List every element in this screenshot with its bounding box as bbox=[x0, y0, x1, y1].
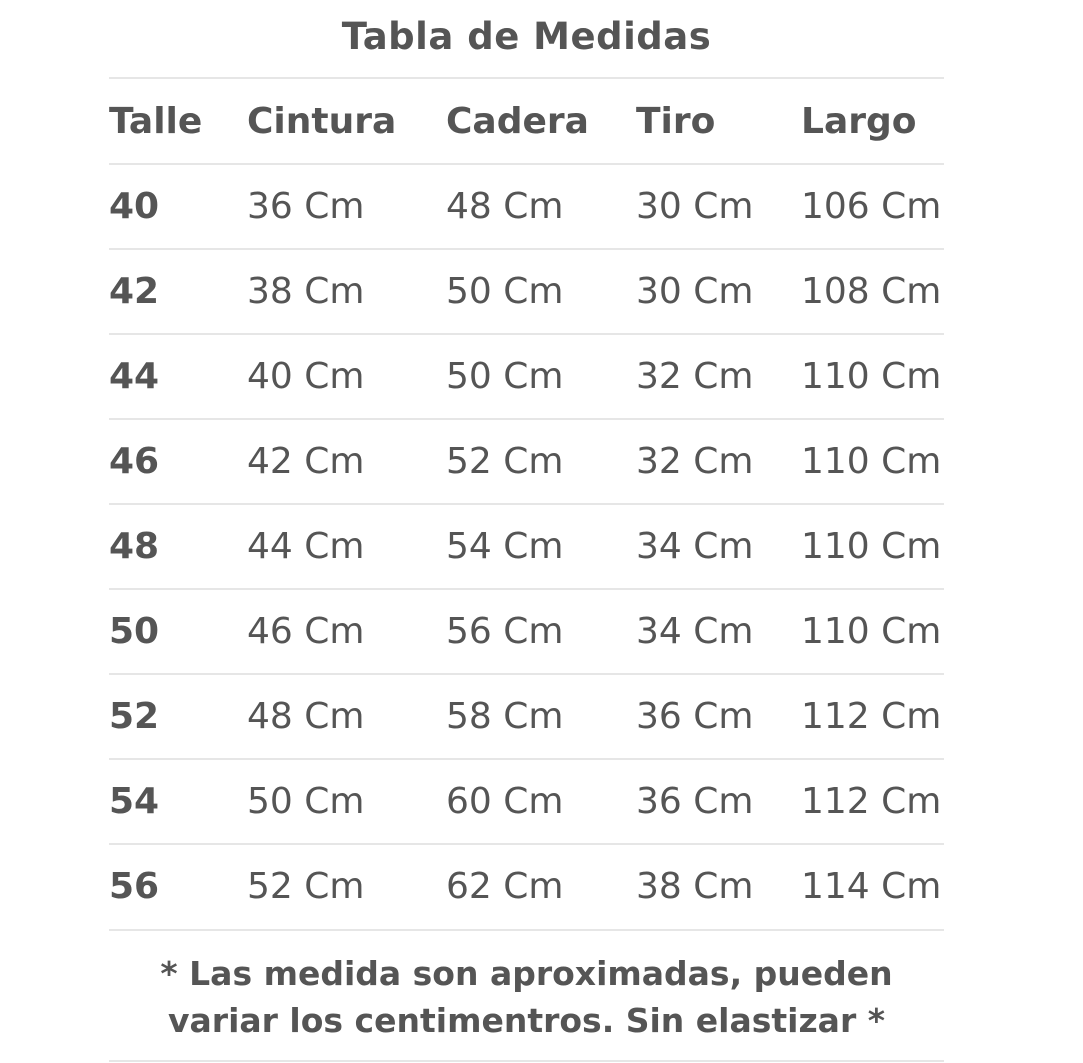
largo-cell: 112 Cm bbox=[801, 781, 942, 822]
cintura-cell: 42 Cm bbox=[247, 441, 365, 482]
cadera-cell: 56 Cm bbox=[446, 611, 564, 652]
cadera-cell: 52 Cm bbox=[446, 441, 564, 482]
tiro-cell: 30 Cm bbox=[636, 271, 754, 312]
tiro-cell: 36 Cm bbox=[636, 696, 754, 737]
header-cintura: Cintura bbox=[247, 101, 397, 142]
cintura-cell: 46 Cm bbox=[247, 611, 365, 652]
largo-cell: 110 Cm bbox=[801, 526, 942, 567]
cintura-cell: 48 Cm bbox=[247, 696, 365, 737]
disclaimer-note bbox=[0, 950, 1053, 1044]
size-cell: 48 bbox=[109, 526, 160, 567]
cintura-cell: 52 Cm bbox=[247, 866, 365, 907]
largo-cell: 108 Cm bbox=[801, 271, 942, 312]
tiro-cell: 30 Cm bbox=[636, 186, 754, 227]
tiro-cell: 32 Cm bbox=[636, 356, 754, 397]
size-cell: 42 bbox=[109, 271, 160, 312]
size-cell: 44 bbox=[109, 356, 160, 397]
header-talle: Talle bbox=[109, 101, 203, 142]
largo-cell: 110 Cm bbox=[801, 356, 942, 397]
disclaimer-line-1: * Las medida son aproximadas, pueden bbox=[160, 954, 893, 993]
cadera-cell: 48 Cm bbox=[446, 186, 564, 227]
cintura-cell: 40 Cm bbox=[247, 356, 365, 397]
cintura-cell: 50 Cm bbox=[247, 781, 365, 822]
page-title: Tabla de Medidas bbox=[341, 15, 712, 58]
divider bbox=[109, 929, 944, 931]
tiro-cell: 38 Cm bbox=[636, 866, 754, 907]
largo-cell: 114 Cm bbox=[801, 866, 942, 907]
cadera-cell: 50 Cm bbox=[446, 356, 564, 397]
cadera-cell: 58 Cm bbox=[446, 696, 564, 737]
divider bbox=[109, 1060, 944, 1062]
disclaimer-line-2: variar los centimentros. Sin elastizar * bbox=[168, 1001, 885, 1040]
header-cadera: Cadera bbox=[446, 101, 589, 142]
tiro-cell: 36 Cm bbox=[636, 781, 754, 822]
size-cell: 40 bbox=[109, 186, 160, 227]
tiro-cell: 34 Cm bbox=[636, 611, 754, 652]
header-largo: Largo bbox=[801, 101, 917, 142]
tiro-cell: 32 Cm bbox=[636, 441, 754, 482]
size-cell: 56 bbox=[109, 866, 160, 907]
cadera-cell: 54 Cm bbox=[446, 526, 564, 567]
size-cell: 50 bbox=[109, 611, 160, 652]
cintura-cell: 38 Cm bbox=[247, 271, 365, 312]
largo-cell: 106 Cm bbox=[801, 186, 942, 227]
cintura-cell: 36 Cm bbox=[247, 186, 365, 227]
cadera-cell: 62 Cm bbox=[446, 866, 564, 907]
size-cell: 52 bbox=[109, 696, 160, 737]
divider bbox=[109, 77, 944, 79]
cadera-cell: 60 Cm bbox=[446, 781, 564, 822]
cadera-cell: 50 Cm bbox=[446, 271, 564, 312]
header-tiro: Tiro bbox=[636, 101, 716, 142]
largo-cell: 110 Cm bbox=[801, 611, 942, 652]
largo-cell: 110 Cm bbox=[801, 441, 942, 482]
largo-cell: 112 Cm bbox=[801, 696, 942, 737]
tiro-cell: 34 Cm bbox=[636, 526, 754, 567]
cintura-cell: 44 Cm bbox=[247, 526, 365, 567]
size-cell: 54 bbox=[109, 781, 160, 822]
size-cell: 46 bbox=[109, 441, 160, 482]
